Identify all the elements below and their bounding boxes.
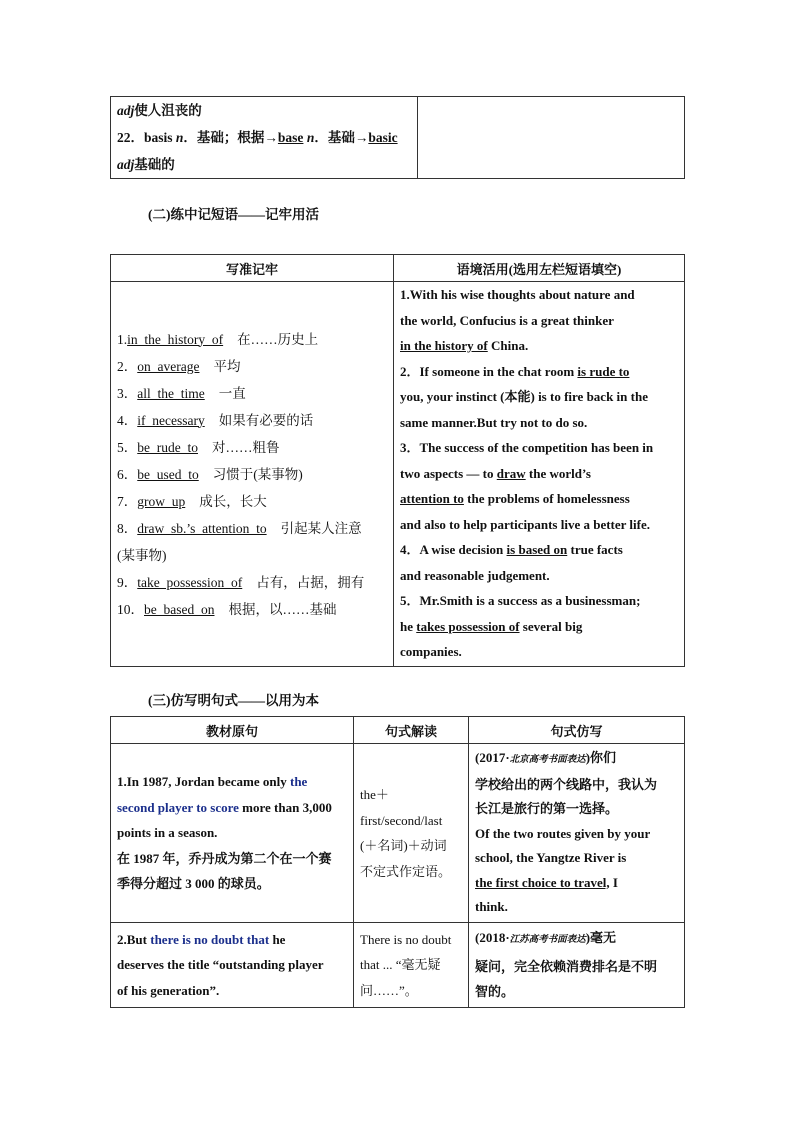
interp-text: 问……”。 — [360, 982, 418, 998]
phrase-meaning: 习惯于(某事物) — [212, 466, 303, 482]
phrase-answer: grow up — [137, 493, 186, 509]
answer-blank: draw — [496, 465, 526, 481]
phrase-item — [117, 488, 387, 515]
interp-text: that ... “毫无疑 — [360, 957, 441, 972]
section-heading-phrases: (二)练中记短语——记牢用活 — [148, 207, 319, 222]
context-line: the world, Confucius is a great thinker — [400, 312, 614, 328]
imit-text: 长江是旅行的第一选择。 — [475, 801, 619, 816]
imitation-cell — [469, 923, 685, 1008]
answer-blank: the first choice to travel, — [475, 874, 610, 890]
source-label: 江苏高考书面表达 — [509, 935, 586, 945]
answer-blank: in the history of — [400, 338, 488, 353]
context-line: China. — [487, 338, 529, 353]
context-line: the world’s — [525, 465, 591, 481]
phrase-answer: be used to — [137, 466, 199, 482]
source-label: 北京高考书面表达 — [509, 755, 586, 765]
vocab-table — [110, 96, 685, 179]
phrase-item — [117, 434, 387, 461]
vocab-empty-cell — [418, 97, 685, 179]
vocab-word: basic — [368, 129, 398, 145]
orig-sentence-cell — [111, 923, 354, 1008]
imit-text: )毫无 — [585, 930, 617, 945]
sentence-col2-header: 句式解读 — [354, 717, 469, 744]
phrase-meaning: 一直 — [218, 385, 246, 401]
pos-label: n — [303, 129, 315, 145]
phrase-meaning: 引起某人注意 — [280, 520, 362, 536]
phrase-number: 3． — [117, 385, 138, 401]
interp-text: the＋ — [360, 787, 389, 802]
phrase-item — [117, 515, 387, 542]
imit-text: 疑问，完全依赖消费排名是不明 — [475, 958, 658, 974]
phrase-item — [117, 380, 387, 407]
sentence-col3-header: 句式仿写 — [469, 717, 685, 744]
phrase-number: 1. — [117, 331, 128, 347]
vocab-text: ．基础；根据→ — [183, 129, 278, 145]
imit-text: Of the two routes given by your — [475, 825, 651, 841]
sentence-text: points in a season. — [117, 825, 218, 841]
phrase-number: 5． — [117, 439, 138, 455]
sentence-translation: 季得分超过 3 000 的球员。 — [117, 876, 270, 892]
interp-cell — [354, 744, 469, 923]
phrase-answer: take possession of — [137, 574, 243, 590]
context-line: 3．The success of the competition has been in — [400, 440, 654, 455]
context-line: 1.With his wise thoughts about nature and — [400, 287, 635, 302]
imit-text: think. — [475, 899, 508, 914]
sentence-text: 2.But — [117, 931, 151, 947]
phrase-answer: be rude to — [137, 439, 198, 455]
phrase-item — [117, 596, 387, 623]
imit-text: school, the Yangtze River is — [475, 850, 627, 865]
phrase-meaning: 对……粗鲁 — [211, 439, 280, 455]
phrase-answer: be based on — [144, 601, 215, 617]
phrase-number: 4． — [117, 412, 138, 428]
sentence-text: deserves the title “outstanding player — [117, 957, 324, 972]
imit-text: )你们 — [585, 750, 617, 765]
phrase-meaning: 平均 — [213, 358, 241, 374]
vocab-cell — [111, 97, 418, 179]
phrase-item — [117, 353, 387, 380]
context-line: 4．A wise decision — [400, 542, 507, 557]
answer-blank: is rude to — [577, 363, 630, 379]
phrase-answer: all the time — [137, 385, 205, 401]
imitation-cell — [469, 744, 685, 923]
sentence-text: he — [269, 931, 286, 947]
pos-label: n — [175, 129, 184, 145]
imit-text: (2017· — [475, 750, 510, 765]
orig-sentence-cell — [111, 744, 354, 923]
sentence-table — [110, 716, 685, 1008]
answer-blank: attention to — [400, 491, 464, 506]
key-structure: there is no doubt that — [150, 931, 270, 947]
context-line: true facts — [567, 542, 623, 557]
sentence-text: more than 3,000 — [238, 799, 332, 815]
sentence-translation: 在 1987 年，乔丹成为第二个在一个赛 — [117, 850, 332, 866]
interp-cell — [354, 923, 469, 1008]
vocab-text: 22．basis — [117, 129, 176, 145]
interp-text: first/second/last — [360, 812, 443, 828]
phrase-item — [117, 326, 387, 353]
phrase-item — [117, 461, 387, 488]
phrase-meaning: 在……历史上 — [237, 331, 319, 347]
context-line: the problems of homelessness — [463, 491, 630, 506]
context-line: and reasonable judgement. — [400, 567, 550, 583]
pos-label: adj — [117, 102, 135, 118]
sentence-col1-header: 教材原句 — [111, 717, 354, 744]
context-line: and also to help participants live a better life. — [400, 516, 651, 532]
phrases-table — [110, 254, 685, 667]
phrases-col2-header: 语境活用(选用左栏短语填空) — [394, 255, 685, 282]
context-line: several big — [519, 618, 583, 634]
phrase-list — [117, 326, 387, 623]
vocab-word: base — [277, 129, 304, 145]
phrase-meaning: (某事物) — [117, 547, 167, 563]
phrase-number: 8． — [117, 520, 138, 536]
phrase-list-cell — [111, 282, 394, 667]
phrase-answer: if necessary — [137, 412, 205, 428]
context-cell — [394, 282, 685, 667]
context-line: you, your instinct (本能) is to fire back in the — [400, 389, 648, 404]
phrase-answer: on average — [137, 358, 200, 374]
phrase-meaning: 如果有必要的话 — [218, 412, 314, 428]
phrase-number: 6． — [117, 466, 138, 482]
context-line: companies. — [400, 644, 462, 659]
imit-text: 学校给出的两个线路中，我认为 — [475, 776, 658, 792]
sentence-text: of his generation”. — [117, 982, 220, 998]
interp-text: There is no doubt — [360, 931, 452, 947]
context-line: 5．Mr.Smith is a success as a businessman; — [400, 593, 641, 608]
phrase-meaning: 根据，以……基础 — [228, 601, 337, 617]
key-structure: second player to score — [117, 799, 239, 815]
imit-text: I — [609, 874, 618, 890]
imit-text: 智的。 — [475, 984, 515, 999]
key-structure: the — [289, 774, 308, 790]
vocab-text: ．基础→ — [314, 129, 369, 145]
phrase-meaning: 成长，长大 — [199, 493, 267, 509]
phrase-number: 2． — [117, 358, 138, 374]
phrases-col1-header: 写准记牢 — [111, 255, 394, 282]
context-line: same manner.But try not to do so. — [400, 414, 588, 430]
context-line: two aspects — to — [400, 465, 497, 481]
answer-blank: takes possession of — [416, 618, 520, 634]
vocab-text: 基础的 — [134, 156, 175, 172]
interp-text: (＋名词)＋动词 — [360, 838, 447, 853]
phrase-number: 9． — [117, 574, 138, 590]
phrase-meaning: 占有，占据，拥有 — [256, 574, 365, 590]
context-line: he — [400, 618, 417, 634]
phrase-number: 10． — [117, 601, 144, 617]
interp-text: 不定式作定语。 — [360, 863, 452, 879]
section-heading-sentences: (三)仿写明句式——以用为本 — [148, 693, 319, 708]
phrase-answer: draw sb.’s attention to — [137, 520, 267, 536]
phrase-answer: in the history of — [127, 331, 224, 347]
answer-blank: is based on — [506, 542, 568, 557]
pos-label: adj — [117, 156, 135, 172]
phrase-number: 7． — [117, 493, 138, 509]
imit-text: (2018· — [475, 930, 510, 945]
vocab-text: 使人沮丧的 — [134, 102, 202, 118]
phrase-item — [117, 569, 387, 596]
phrase-item — [117, 542, 387, 569]
sentence-text: 1.In 1987, Jordan became only — [117, 774, 290, 790]
context-line: 2．If someone in the chat room — [400, 363, 578, 379]
phrase-item — [117, 407, 387, 434]
